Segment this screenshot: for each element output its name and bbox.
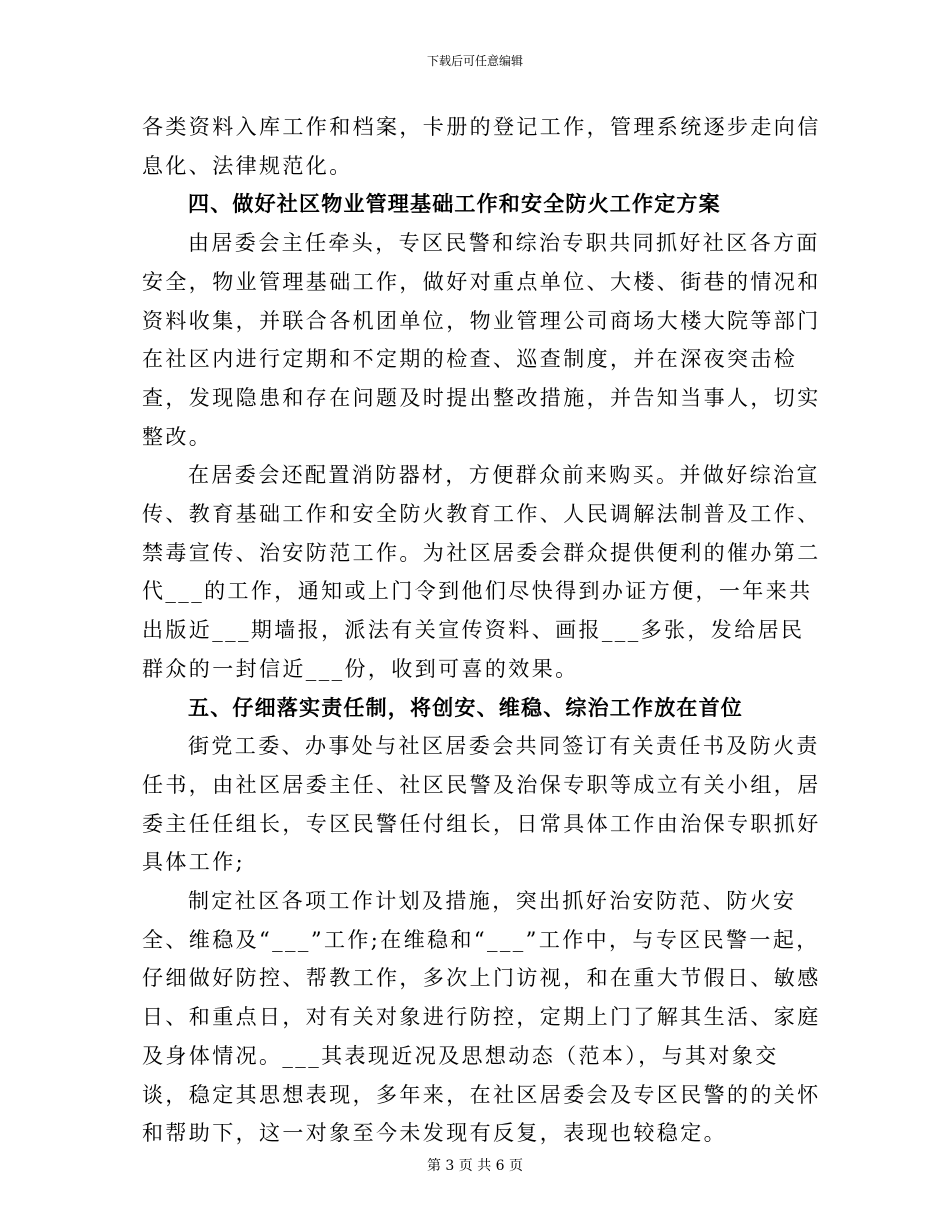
paragraph-fire-equipment: 在居委会还配置消防器材，方便群众前来购买。并做好综治宣传、教育基础工作和安全防火教育工作、人民调解法制普及工作、禁毒宣传、治安防范工作。为社区居委会群众提供便利的催办第二代___的工作，通知或上门令到他们尽快得到办证方便，一年来共出版近___期墙报，派法有关宣传资料、画报___多张，发给居民群众的一封信近___份，收到可喜的效果。 bbox=[142, 463, 821, 681]
paragraph-continuation: 各类资料入库工作和档案，卡册的登记工作，管理系统逐步走向信息化、法律规范化。 bbox=[142, 115, 821, 178]
paragraph-property-safety: 由居委会主任牵头，专区民警和综治专职共同抓好社区各方面安全，物业管理基础工作，做好对重点单位、大楼、街巷的情况和资料收集，并联合各机团单位，物业管理公司商场大楼大院等部门在社区内进行定期和不定期的检查、巡查制度，并在深夜突击检查，发现隐患和存在问题及时提出整改措施，并告知当事人，切实整改。 bbox=[142, 231, 821, 449]
section-heading-5: 五、仔细落实责任制，将创安、维稳、综治工作放在首位 bbox=[188, 694, 743, 720]
paragraph-responsibility: 街党工委、办事处与社区居委会共同签订有关责任书及防火责任书，由社区居委主任、社区民警及治保专职等成立有关小组，居委主任任组长，专区民警任付组长，日常具体工作由治保专职抓好具体工作; bbox=[142, 734, 821, 875]
section-heading-4: 四、做好社区物业管理基础工作和安全防火工作定方案 bbox=[188, 191, 721, 217]
page-number-footer: 第 3 页 共 6 页 bbox=[426, 1158, 524, 1174]
paragraph-work-plan: 制定社区各项工作计划及措施，突出抓好治安防范、防火安全、维稳及“___”工作;在维稳和“___”工作中，与专区民警一起，仔细做好防控、帮教工作，多次上门访视，和在重大节假日、敏感日、和重点日，对有关对象进行防控，定期上门了解其生活、家庭及身体情况。___其表现近况及思想动态（范本），与其对象交谈，稳定其思想表现，多年来，在社区居委会及专区民警的的关怀和帮助下，这一对象至今未发现有反复，表现也较稳定。 bbox=[142, 889, 821, 1146]
document-body bbox=[142, 108, 822, 1153]
page-header: 下载后可任意编辑 bbox=[426, 54, 523, 68]
